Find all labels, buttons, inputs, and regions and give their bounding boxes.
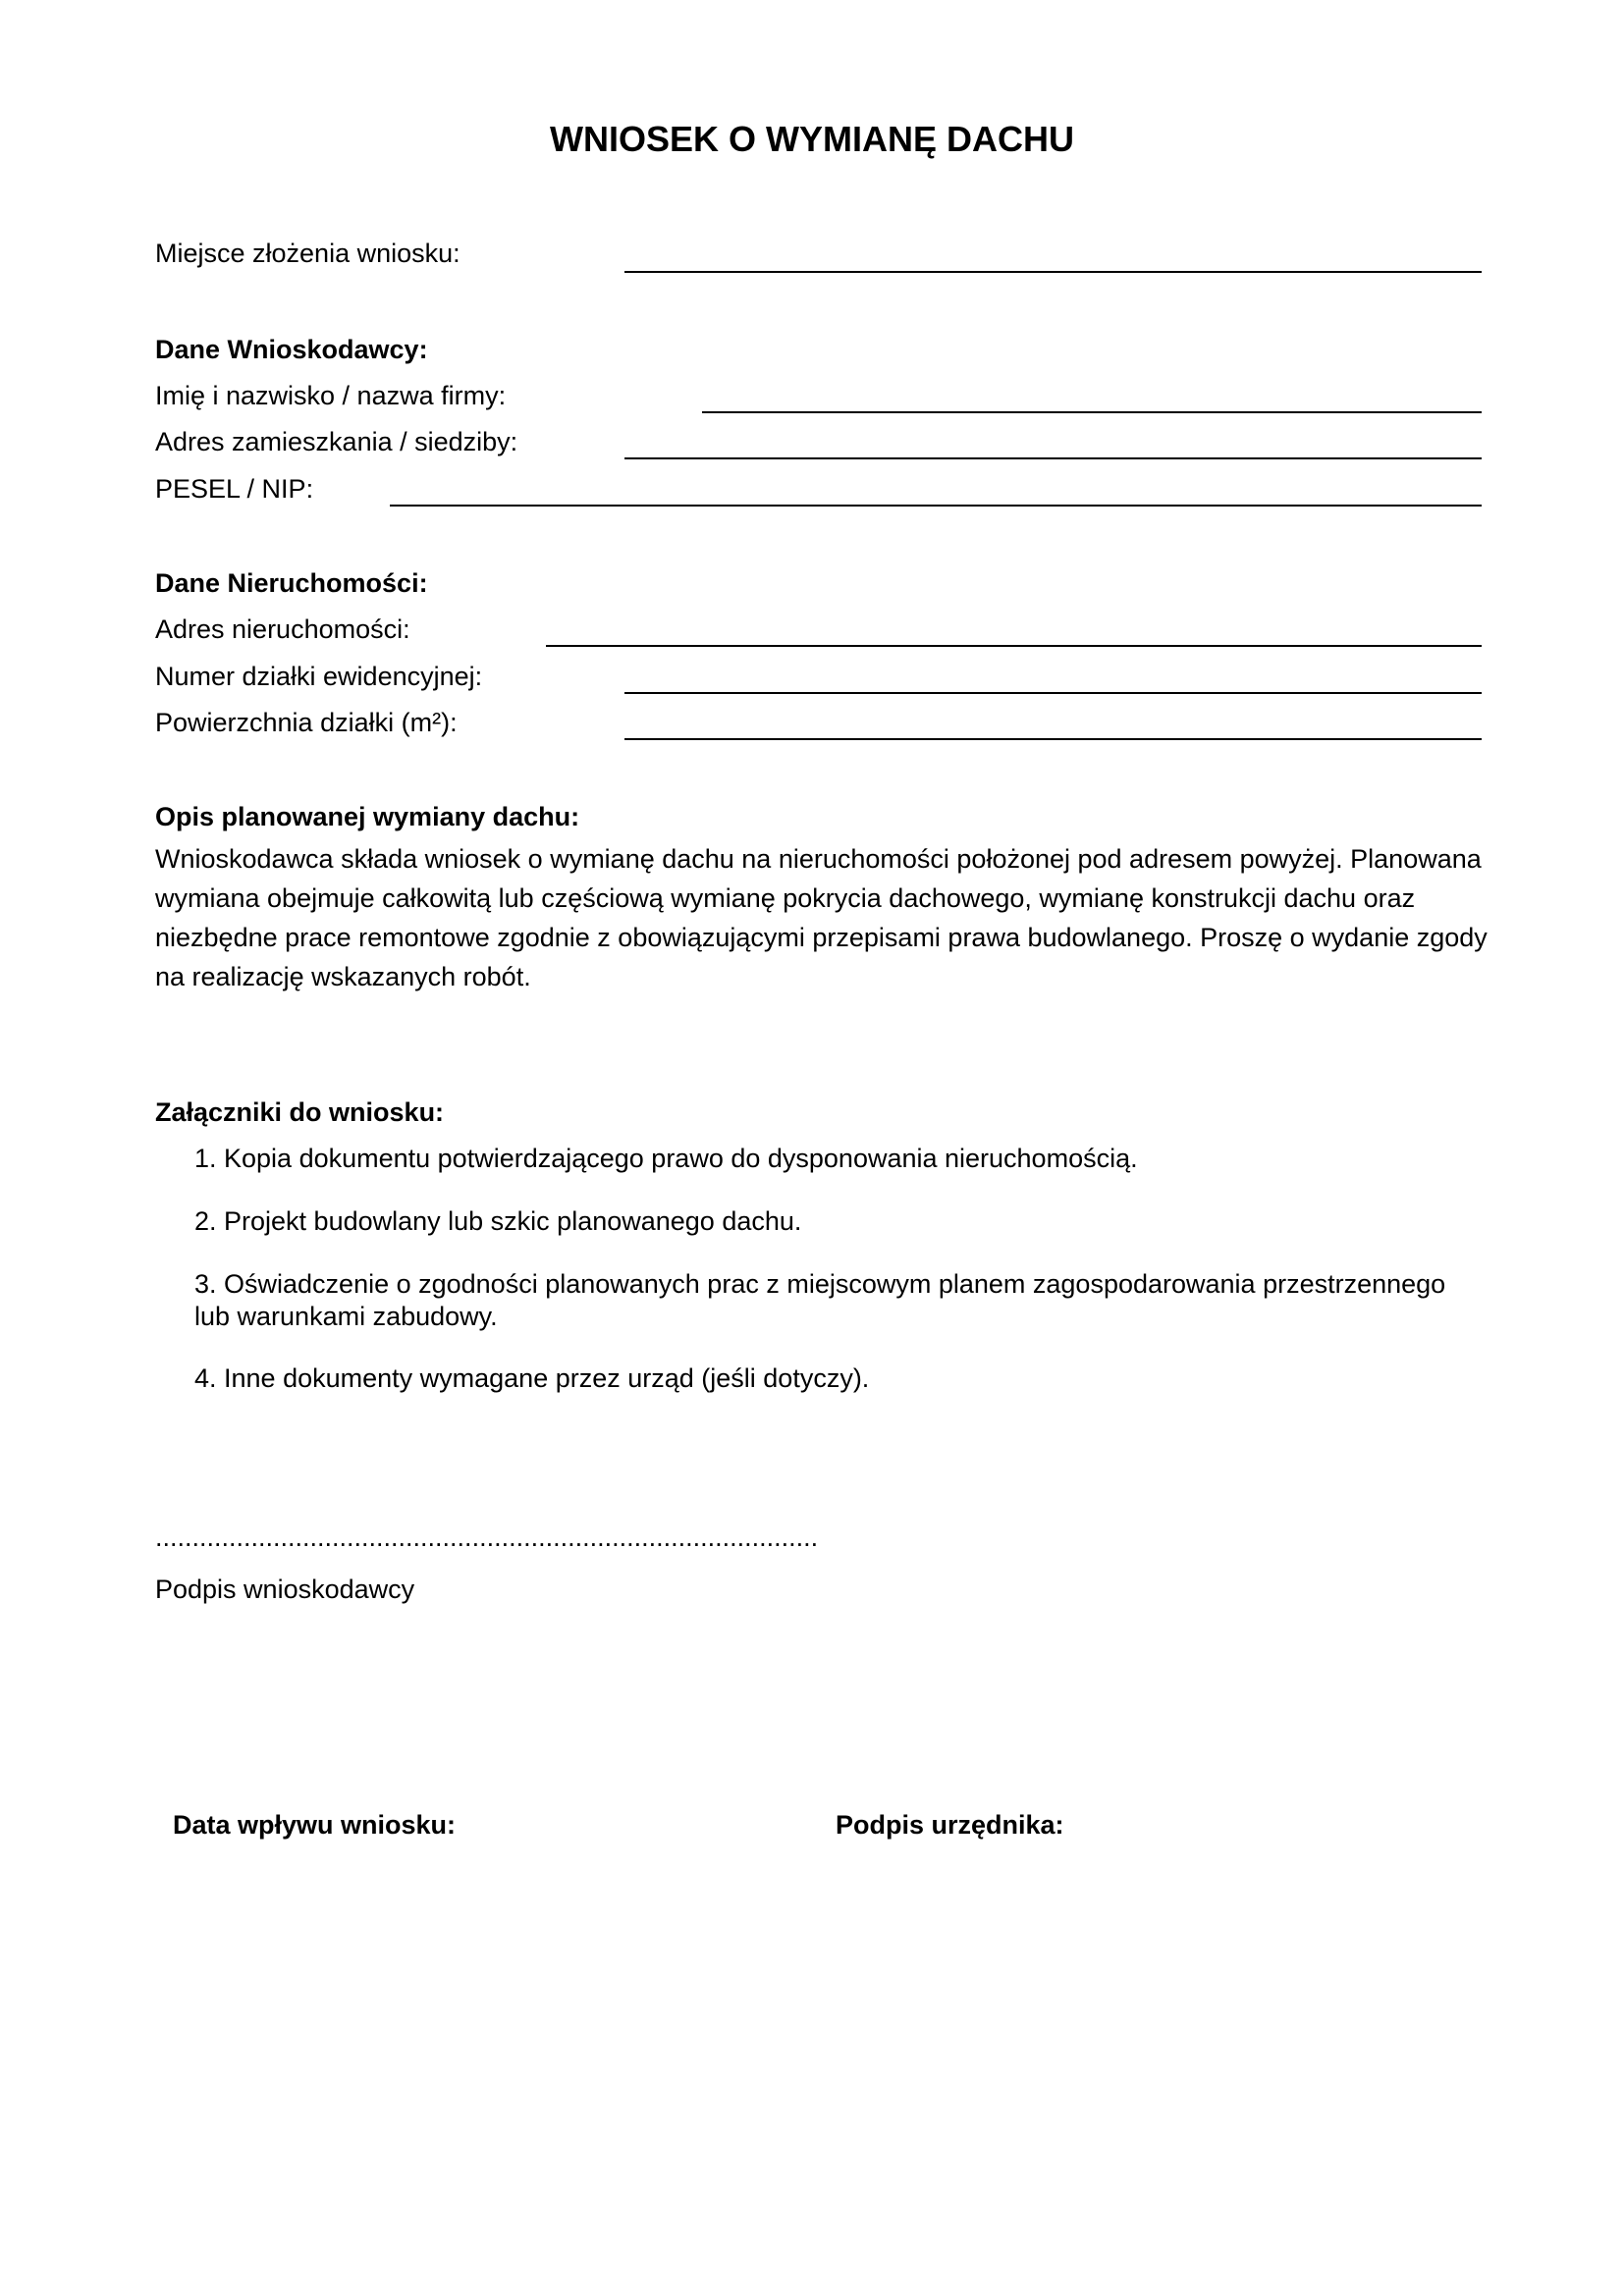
attachment-item-4: 4. Inne dokumenty wymagane przez urząd (jeśli dotyczy). (194, 1363, 870, 1393)
plot-area-label: Powierzchnia działki (m²): (155, 708, 458, 737)
applicant-signature-label: Podpis wnioskodawcy (155, 1575, 415, 1604)
description-text: Wnioskodawca składa wniosek o wymianę dachu na nieruchomości położonej pod adresem powyżej. Planowana wymiana obejmuje całkowitą lub częściową wymianę pokrycia dachowego, wymianę konstrukcji dachu oraz niezbędne prace remontowe zgodnie z obowiązującymi przepisami prawa budowlanego. Proszę o wydanie zgody na realizację wskazanych robót. (155, 844, 1488, 991)
property-address-field[interactable] (546, 645, 1482, 647)
applicant-pesel-field[interactable] (390, 505, 1482, 507)
submission-place-field[interactable] (624, 271, 1482, 273)
plot-number-field[interactable] (624, 692, 1482, 694)
property-address-label: Adres nieruchomości: (155, 614, 410, 644)
plot-number-label: Numer działki ewidencyjnej: (155, 662, 483, 691)
submission-place-label: Miejsce złożenia wniosku: (155, 239, 460, 268)
applicant-heading: Dane Wnioskodawcy: (155, 335, 428, 364)
attachment-item-2: 2. Projekt budowlany lub szkic planowanego dachu. (194, 1206, 802, 1236)
clerk-signature-label: Podpis urzędnika: (836, 1810, 1064, 1840)
applicant-address-field[interactable] (624, 457, 1482, 459)
document-title: WNIOSEK O WYMIANĘ DACHU (550, 119, 1074, 159)
receipt-date-label: Data wpływu wniosku: (173, 1810, 457, 1840)
property-heading: Dane Nieruchomości: (155, 568, 428, 598)
description-heading: Opis planowanej wymiany dachu: (155, 802, 580, 831)
applicant-address-label: Adres zamieszkania / siedziby: (155, 427, 518, 456)
applicant-signature-line[interactable]: .......................................................................................... (155, 1522, 819, 1552)
applicant-name-field[interactable] (702, 411, 1482, 413)
applicant-pesel-label: PESEL / NIP: (155, 474, 314, 504)
attachment-item-1: 1. Kopia dokumentu potwierdzającego prawo do dysponowania nieruchomością. (194, 1144, 1138, 1173)
plot-area-field[interactable] (624, 738, 1482, 740)
attachments-heading: Załączniki do wniosku: (155, 1097, 445, 1127)
applicant-name-label: Imię i nazwisko / nazwa firmy: (155, 381, 507, 410)
attachment-item-3: 3. Oświadczenie o zgodności planowanych prac z miejscowym planem zagospodarowania przestrzennego lub warunkami zabudowy. (194, 1269, 1446, 1331)
